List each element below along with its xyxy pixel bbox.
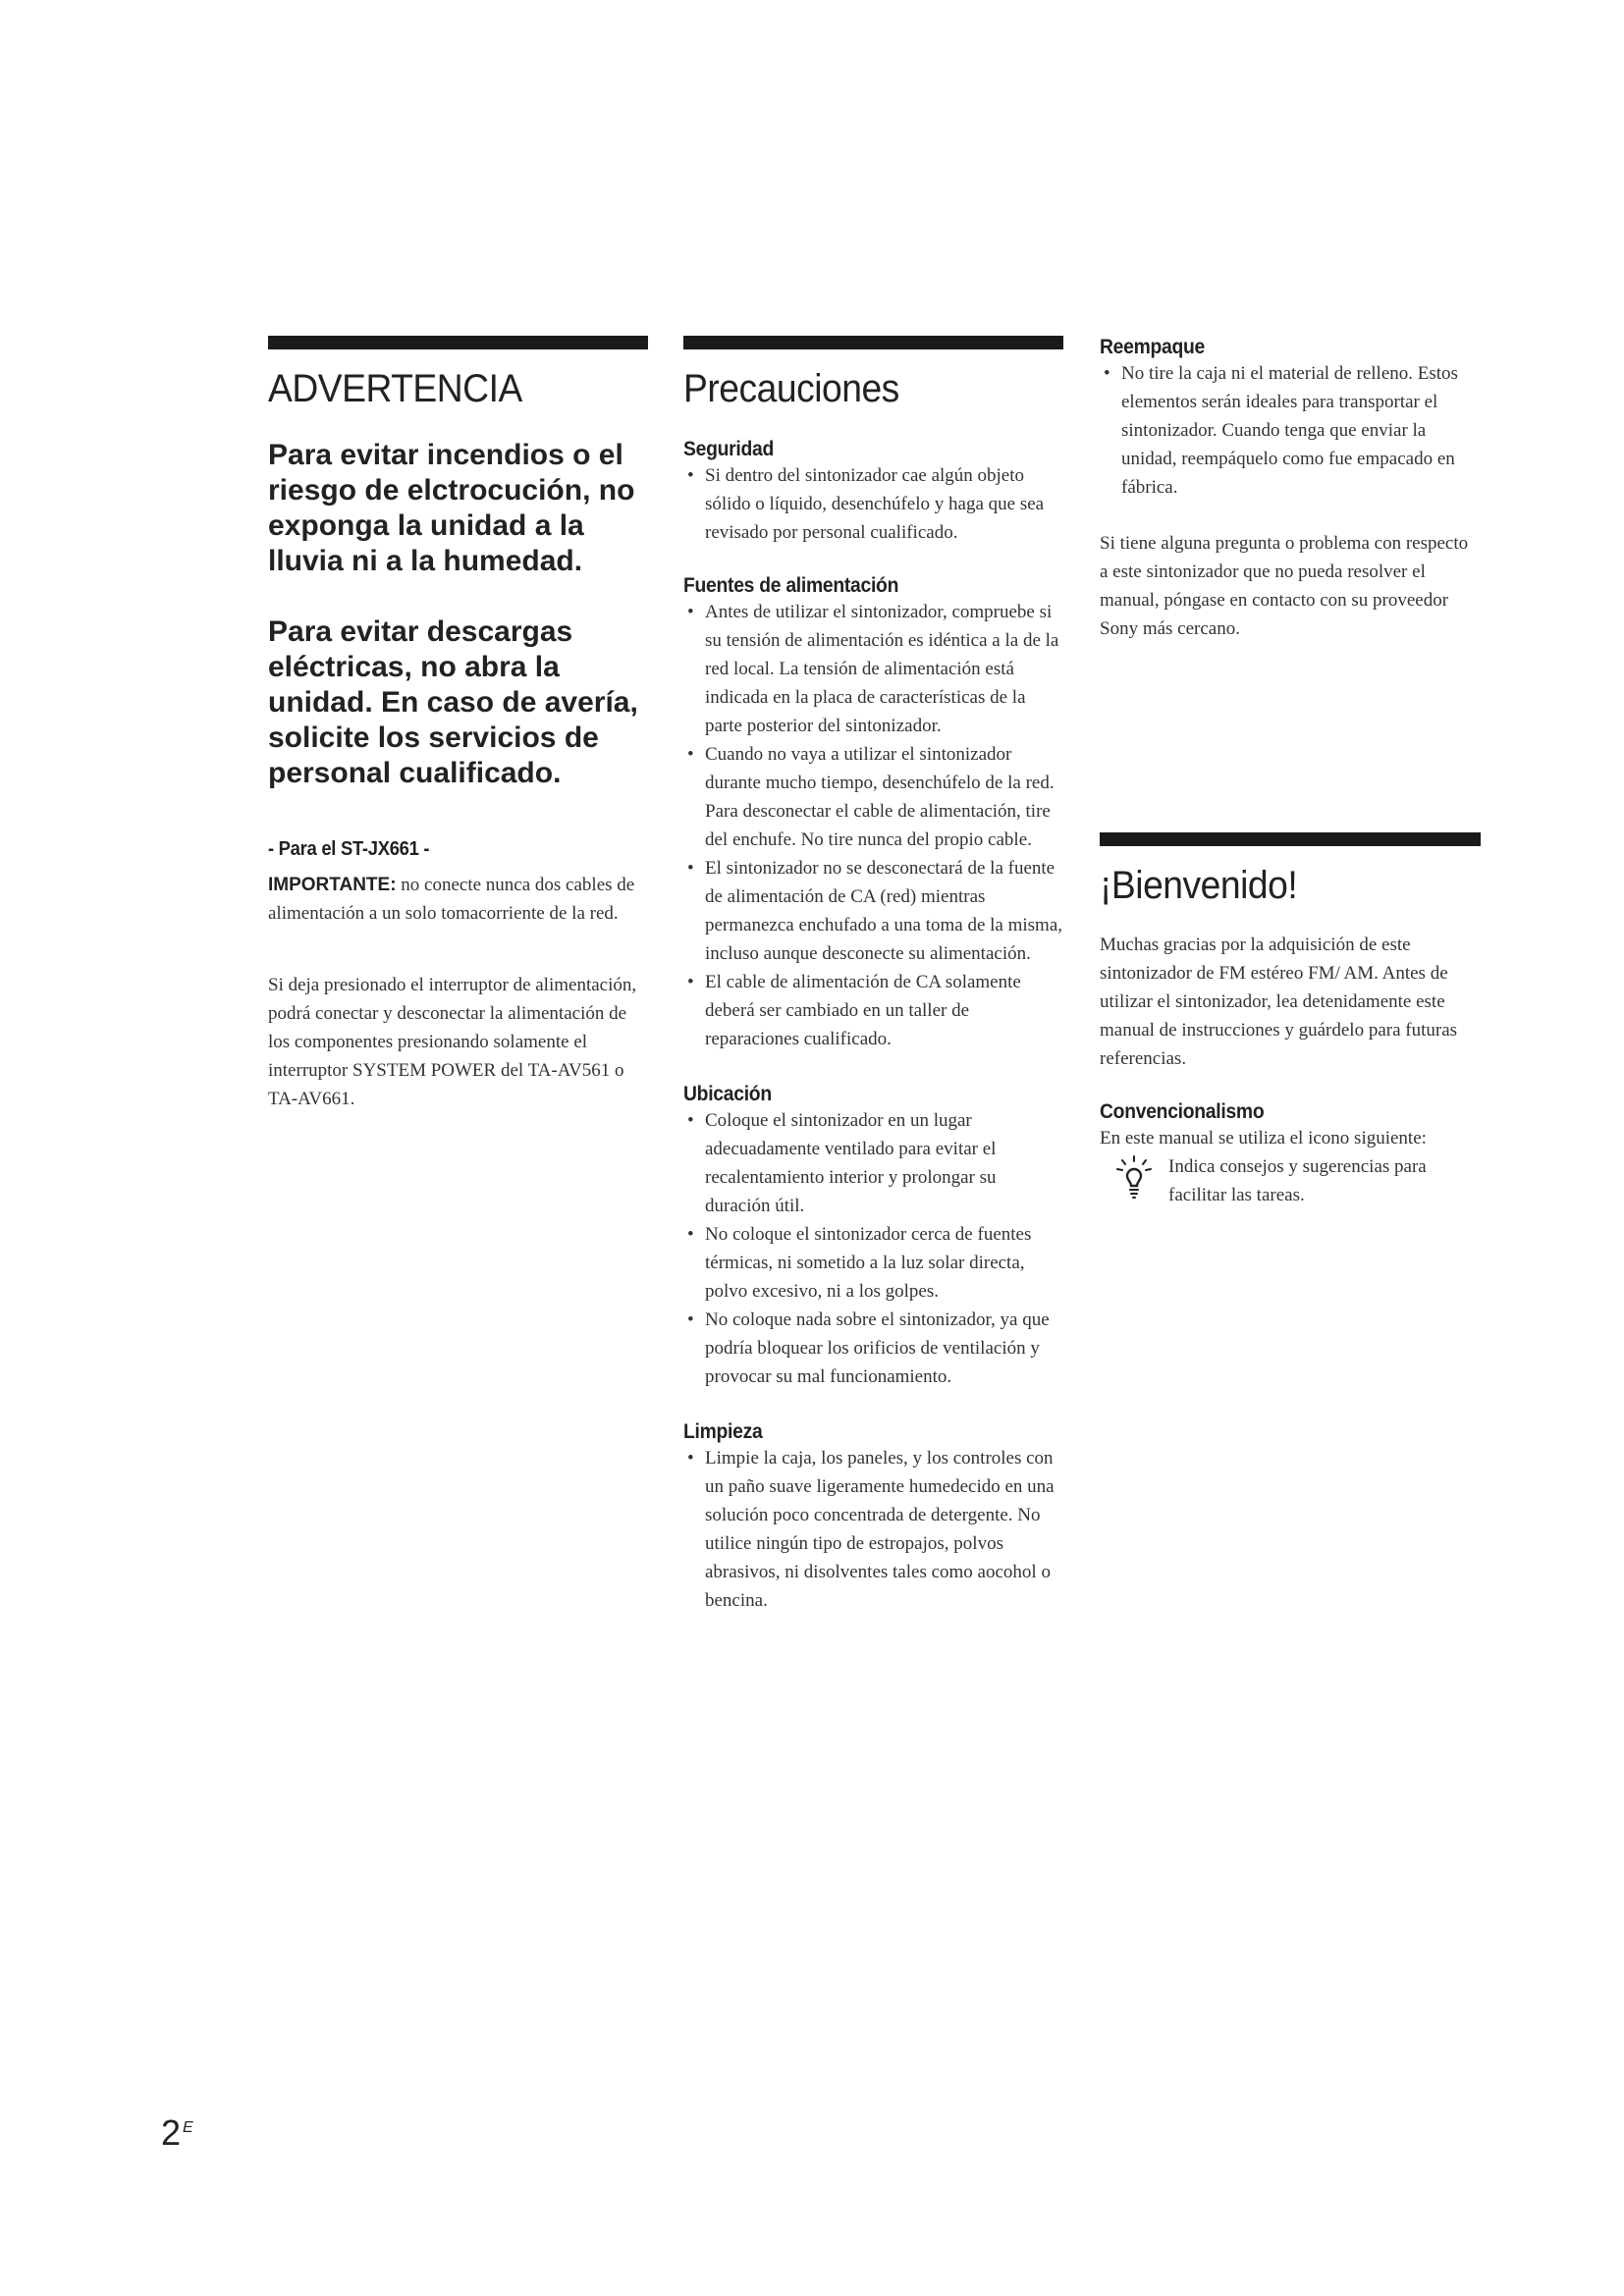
convencionalismo-text: En este manual se utiliza el icono siguiente:: [1100, 1128, 1427, 1148]
section-rule: [268, 336, 648, 349]
model-heading: - Para el ST-JX661 -: [268, 838, 430, 860]
warning-shock: Para evitar descargas eléctricas, no abra la unidad. En caso de avería, solicite los servicios de personal cualificado.: [268, 615, 638, 789]
importante-note: [268, 871, 648, 928]
bienvenido-title: ¡Bienvenido!: [1100, 864, 1298, 907]
page-number: [161, 2112, 193, 2154]
section-rule: [683, 336, 1063, 349]
list-item: • No tire la caja ni el material de relleno. Estos elementos serán ideales para transportar el sintonizador. Cuando tenga que enviar la unidad, reempáquelo como fue empacado en fábrica.: [1100, 359, 1481, 502]
importante-text: no conecte nunca dos cables de alimentación a un solo tomacorriente de la red.: [268, 875, 635, 924]
contact-note: Si tiene alguna pregunta o problema con respecto a este sintonizador que no pueda resolver el manual, póngase en contacto con su proveedor Sony más cercano.: [1100, 533, 1469, 639]
list-item: • No coloque el sintonizador cerca de fuentes térmicas, ni sometido a la luz solar directa, polvo excesivo, ni a los golpes.: [683, 1220, 1063, 1306]
list-item: • El sintonizador no se desconectará de la fuente de alimentación de CA (red) mientras permanezca enchufado a una toma de la misma, incluso aunque desconecte su alimentación.: [683, 854, 1063, 968]
list-item: • Antes de utilizar el sintonizador, compruebe si su tensión de alimentación es idéntica a la de la red local. La tensión de alimentación está indicada en la placa de características de la parte posterior del sintonizador.: [683, 598, 1063, 740]
seguridad-heading: Seguridad: [683, 438, 774, 460]
list-item: • Limpie la caja, los paneles, y los controles con un paño suave ligeramente humedecido en una solución poco concentrada de detergente. No utilice ningún tipo de estropajos, polvos abrasivos, ni disolventes tales como aocohol o bencina.: [683, 1444, 1063, 1615]
seguridad-list: [683, 461, 1063, 547]
advertencia-title: ADVERTENCIA: [268, 367, 522, 410]
advertencia-section: [268, 336, 648, 1113]
reempaque-section: [1100, 336, 1481, 643]
precauciones-section: [683, 336, 1063, 1615]
page-number-value: 2: [161, 2112, 182, 2153]
list-item: • Coloque el sintonizador en un lugar adecuadamente ventilado para evitar el recalentamiento interior y prolongar su duración útil.: [683, 1106, 1063, 1220]
reempaque-heading: Reempaque: [1100, 336, 1206, 358]
section-rule: [1100, 832, 1481, 846]
limpieza-heading: Limpieza: [683, 1420, 763, 1443]
power-note: Si deja presionado el interruptor de alimentación, podrá conectar y desconectar la alimentación de los componentes presionando solamente el interruptor SYSTEM POWER del TA-AV561 o TA-AV661.: [268, 975, 637, 1109]
bienvenido-intro: Muchas gracias por la adquisición de este sintonizador de FM estéreo FM/ AM. Antes de utilizar el sintonizador, lea detenidamente este manual de instrucciones y guárdelo para futuras referencias.: [1100, 934, 1458, 1069]
importante-label: IMPORTANTE:: [268, 875, 397, 895]
precauciones-title: Precauciones: [683, 367, 899, 410]
lightbulb-tip-icon: [1100, 1152, 1168, 1209]
warning-fire: Para evitar incendios o el riesgo de elctrocución, no exponga la unidad a la lluvia ni a la humedad.: [268, 439, 635, 577]
list-item: • Cuando no vaya a utilizar el sintonizador durante mucho tiempo, desenchúfelo de la red. Para desconectar el cable de alimentación, tire del enchufe. No tire nunca del propio cable.: [683, 740, 1063, 854]
convencionalismo-heading: Convencionalismo: [1100, 1100, 1265, 1123]
page-suffix: E: [183, 2119, 193, 2136]
list-item: • No coloque nada sobre el sintonizador, ya que podría bloquear los orificios de ventilación y provocar su mal funcionamiento.: [683, 1306, 1063, 1391]
ubicacion-list: [683, 1106, 1063, 1391]
fuentes-list: [683, 598, 1063, 1053]
fuentes-heading: Fuentes de alimentación: [683, 574, 899, 597]
limpieza-list: [683, 1444, 1063, 1615]
tip-row: [1100, 1152, 1481, 1209]
bienvenido-section: [1100, 832, 1481, 1209]
ubicacion-heading: Ubicación: [683, 1083, 772, 1105]
tip-text: Indica consejos y sugerencias para facilitar las tareas.: [1168, 1156, 1427, 1205]
reempaque-list: [1100, 359, 1481, 502]
list-item: • Si dentro del sintonizador cae algún objeto sólido o líquido, desenchúfelo y haga que sea revisado por personal cualificado.: [683, 461, 1063, 547]
list-item: • El cable de alimentación de CA solamente deberá ser cambiado en un taller de reparaciones cualificado.: [683, 968, 1063, 1053]
